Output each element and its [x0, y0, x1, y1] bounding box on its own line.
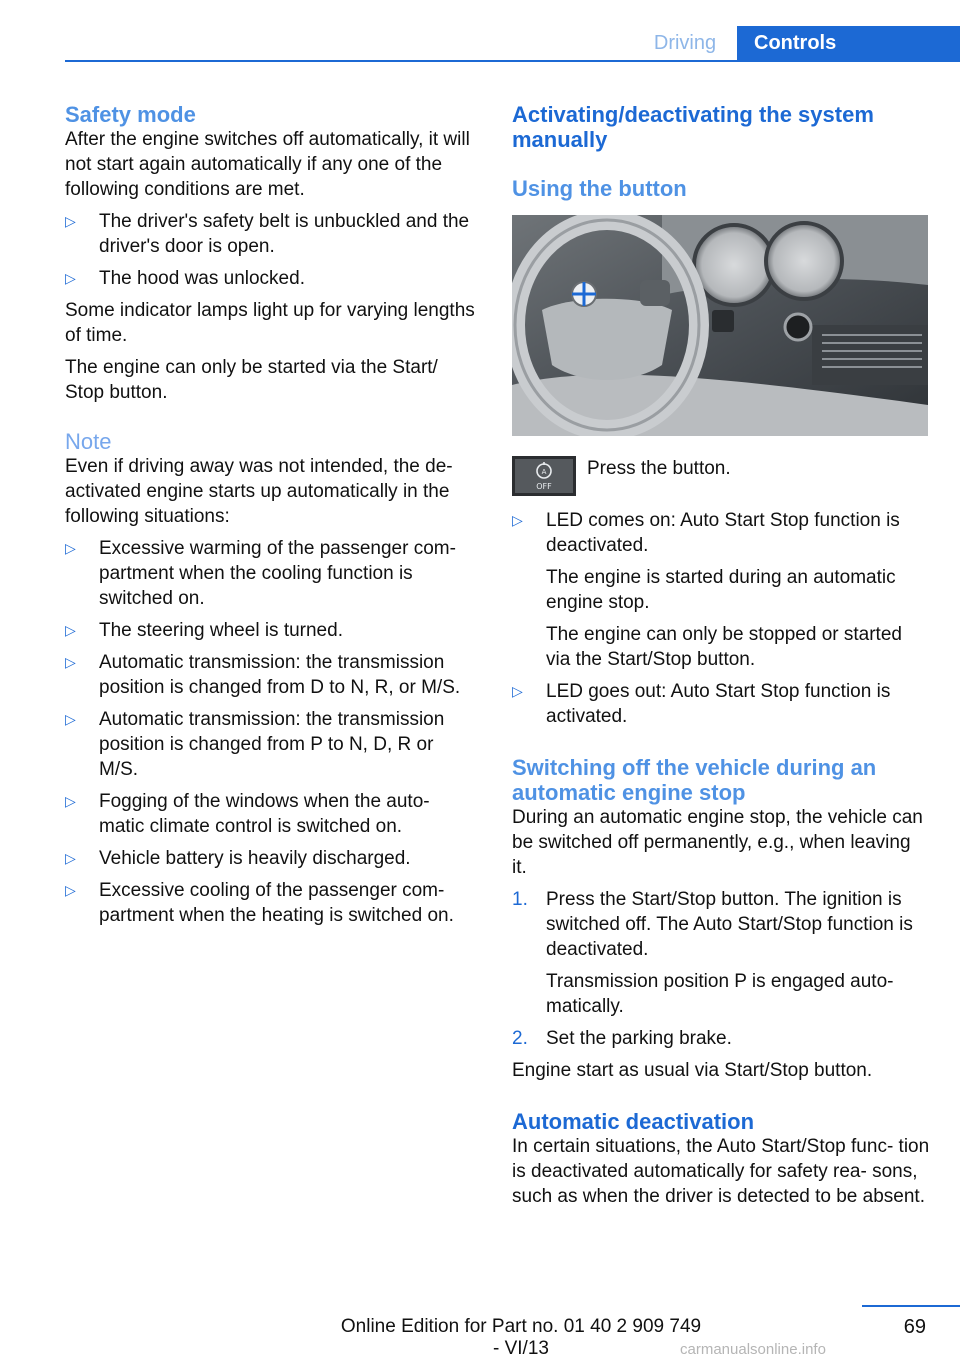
dashboard-photo	[512, 215, 928, 436]
left-column	[65, 102, 475, 928]
list-item: ▷ The driver's safety belt is unbuckled and the driver's door is open.	[65, 209, 475, 259]
page-number: 69	[903, 1316, 926, 1338]
note-intro: Even if driving away was not intended, the de‐ activated engine starts up automatically in the following situations:	[65, 456, 453, 527]
list-item: ▷ The hood was unlocked.	[65, 266, 475, 291]
list-item: ▷ Automatic transmission: the transmission position is changed from P to N, D, R or M/S.	[65, 707, 475, 782]
svg-text:A: A	[541, 468, 547, 476]
list-item: ▷ Excessive warming of the passenger com‐ partment when the cooling function is switched on.	[65, 536, 475, 611]
safety-mode-paragraph: Some indicator lamps light up for varying lengths of time.	[65, 300, 475, 346]
header-chapter-controls: Controls	[737, 26, 960, 62]
press-button-row	[512, 456, 930, 508]
list-item: ▷ Automatic transmission: the transmission position is changed from D to N, R, or M/S.	[65, 650, 475, 700]
header-rule	[65, 60, 960, 62]
list-item: ▷ Vehicle battery is heavily discharged.	[65, 846, 475, 871]
safety-mode-paragraph: The engine can only be started via the Start/ Stop button.	[65, 357, 438, 403]
switching-off-heading: Switching off the vehicle during an automatic engine stop	[512, 755, 877, 805]
automatic-deactivation-heading: Automatic deactivation	[512, 1109, 755, 1134]
switching-off-after: Engine start as usual via Start/Stop button.	[512, 1060, 873, 1081]
press-button-text: Press the button.	[587, 458, 731, 479]
switching-off-steps	[512, 887, 930, 1051]
manual-heading: Activating/deactivating the system manually	[512, 102, 874, 152]
auto-start-stop-off-button-icon	[512, 456, 576, 496]
footer-rule	[862, 1305, 960, 1307]
note-list	[65, 536, 475, 928]
automatic-deactivation-text: In certain situations, the Auto Start/Stop func‐ tion is deactivated automatically for safety rea‐ sons, such as when the driver is detected to be absent.	[512, 1136, 930, 1207]
edition-text: Online Edition for Part no. 01 40 2 909 749 - VI/13	[340, 1316, 702, 1359]
list-item: ▷ LED goes out: Auto Start Stop function is activated.	[512, 679, 930, 729]
header-section-driving: Driving	[653, 32, 717, 54]
safety-mode-list	[65, 209, 475, 291]
list-item: 1. Press the Start/Stop button. The ignition is switched off. The Auto Start/Stop function is deactivated. Transmission position P is engaged auto‐ matically.	[512, 889, 913, 1017]
safety-mode-heading: Safety mode	[65, 102, 196, 127]
note-heading: Note	[65, 429, 112, 454]
list-item: 2. Set the parking brake.	[512, 1028, 732, 1049]
list-item: ▷ LED comes on: Auto Start Stop function is deactivated. The engine is started during an automatic engine stop. The engine can only be stopped or started via the Start/Stop button.	[512, 508, 930, 672]
right-column	[512, 102, 930, 1209]
list-item: ▷ Excessive cooling of the passenger com‐ partment when the heating is switched on.	[65, 878, 475, 928]
list-item: ▷ Fogging of the windows when the auto‐ matic climate control is switched on.	[65, 789, 475, 839]
button-off-label: OFF	[536, 482, 552, 491]
switching-off-intro: During an automatic engine stop, the vehicle can be switched off permanently, e.g., when leaving it.	[512, 807, 923, 878]
safety-mode-intro: After the engine switches off automatically, it will not start again automatically if any one of the following conditions are met.	[65, 129, 470, 200]
using-button-subheading: Using the button	[512, 176, 687, 201]
list-item: ▷ The steering wheel is turned.	[65, 618, 475, 643]
led-list	[512, 508, 930, 729]
watermark: carmanualsonline.info	[680, 1341, 826, 1358]
